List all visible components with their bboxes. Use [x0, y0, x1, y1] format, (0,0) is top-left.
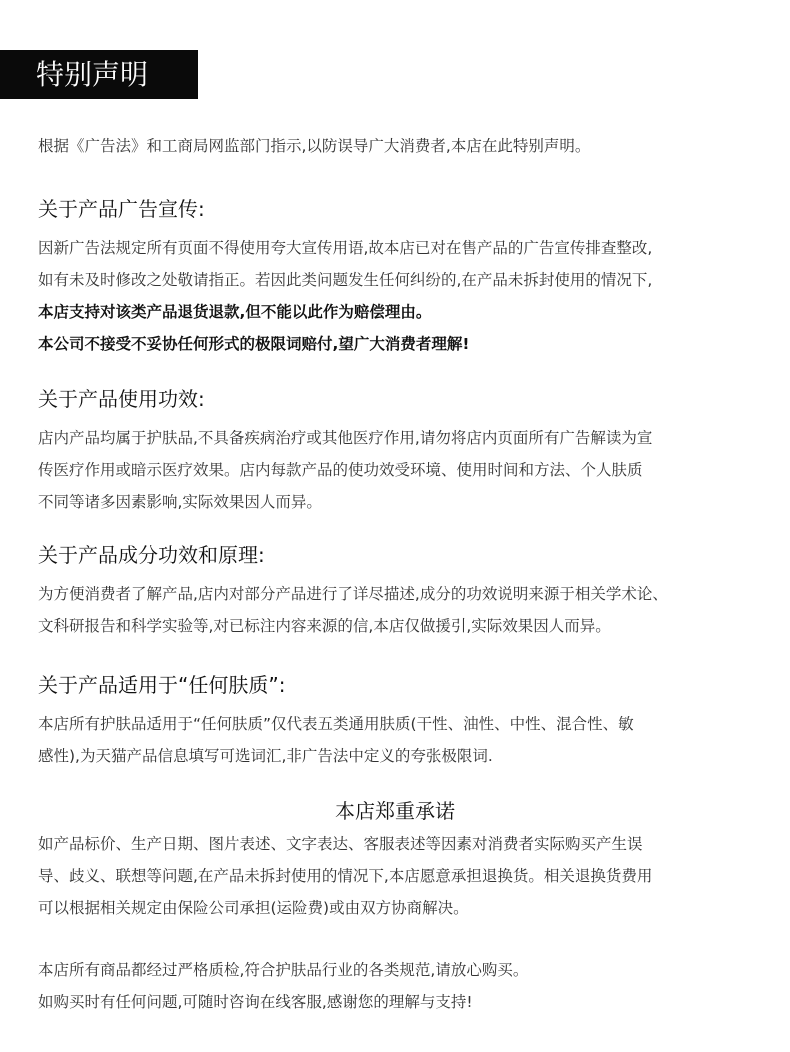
- promise-line: 可以根据相关规定由保险公司承担(运险费)或由双方协商解决。: [38, 899, 469, 917]
- intro-text: 根据《广告法》和工商局网监部门指示,以防误导广大消费者,本店在此特别声明。: [38, 137, 591, 155]
- section-heading: 关于产品使用功效:: [38, 387, 205, 411]
- closing-line: 如购买时有任何问题,可随时咨询在线客服,感谢您的理解与支持!: [38, 993, 473, 1011]
- section-skin-types: [38, 672, 768, 772]
- section-line: 文科研报告和科学实验等,对已标注内容来源的信,本店仅做援引,实际效果因人而异。: [38, 617, 611, 635]
- section-line: 传医疗作用或暗示医疗效果。店内每款产品的使功效受环境、使用时间和方法、个人肤质: [38, 461, 643, 479]
- section-advertising: [38, 196, 768, 360]
- section-line: 不同等诸多因素影响,实际效果因人而异。: [38, 493, 322, 511]
- section-promise: [38, 828, 768, 1018]
- section-line: 本店所有护肤品适用于“任何肤质”仅代表五类通用肤质(干性、油性、中性、混合性、敏: [38, 715, 634, 733]
- closing-line: 本店所有商品都经过严格质检,符合护肤品行业的各类规范,请放心购买。: [38, 961, 529, 979]
- promise-line: 如产品标价、生产日期、图片表述、文字表达、客服表述等因素对消费者实际购买产生误: [38, 835, 643, 853]
- section-line: 因新广告法规定所有页面不得使用夸大宣传用语,故本店已对在售产品的广告宣传排查整改,: [38, 239, 653, 257]
- section-line: 如有未及时修改之处敬请指正。若因此类问题发生任何纠纷的,在产品未拆封使用的情况下,: [38, 271, 653, 289]
- section-line: 店内产品均属于护肤品,不具备疾病治疗或其他医疗作用,请勿将店内页面所有广告解读为宣: [38, 429, 653, 447]
- promise-heading: 本店郑重承诺: [335, 799, 455, 823]
- section-heading: 关于产品适用于“任何肤质”:: [38, 673, 286, 697]
- section-heading: 关于产品成分功效和原理:: [38, 543, 265, 567]
- section-heading: 关于产品广告宣传:: [38, 197, 205, 221]
- section-line-emphasis: 本公司不接受不妥协任何形式的极限词赔付,望广大消费者理解!: [38, 335, 470, 353]
- promise-line: 导、歧义、联想等问题,在产品未拆封使用的情况下,本店愿意承担退换货。相关退换货费用: [38, 867, 653, 885]
- section-line: 为方便消费者了解产品,店内对部分产品进行了详尽描述,成分的功效说明来源于相关学术论、: [38, 585, 668, 603]
- section-efficacy: [38, 386, 768, 518]
- section-ingredients: [38, 542, 768, 642]
- page-title: 特别声明: [0, 50, 198, 99]
- section-line-emphasis: 本店支持对该类产品退货退款,但不能以此作为赔偿理由。: [38, 303, 432, 321]
- section-line: 感性),为天猫产品信息填写可选词汇,非广告法中定义的夸张极限词.: [38, 747, 493, 765]
